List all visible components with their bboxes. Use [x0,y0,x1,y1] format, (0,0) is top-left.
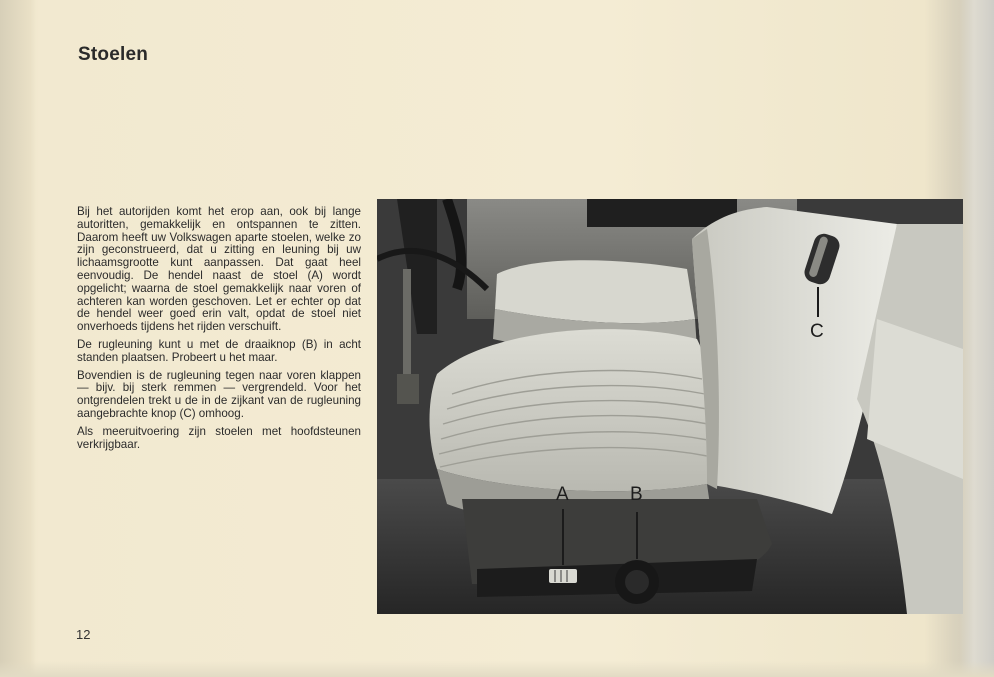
paragraph-3: Bovendien is de rugleuning tegen naar voren klappen — bijv. bij sterk remmen — vergrendeld. Voor het ontgrendelen trekt u de in de zijkant van de rugleuning aangebrachte knop (C) omhoog. [77,368,361,420]
seat-photo [377,199,963,614]
body-text [77,206,361,456]
page-binding-shadow [0,0,36,677]
callout-c: C [810,321,824,342]
callout-a: A [556,484,569,505]
callout-b: B [630,484,643,505]
seat-illustration [377,199,963,614]
page-number: 12 [76,627,91,642]
page-bottom-shadow [0,661,994,677]
page-title: Stoelen [78,44,149,65]
page-edge-shadow [960,0,994,677]
paragraph-1: Bij het autorijden komt het erop aan, ook bij lange autoritten, gemakkelijk en ontspannen te zitten. Daarom heeft uw Volkswagen aparte stoelen, welke zo zijn geconstrueerd, dat u zitting en leuning bij uw lichaamsgrootte kunt aanpassen. Dat gaat heel eenvoudig. De hendel naast de stoel (A) wordt opgelicht; waarna de stoel gemakkelijk naar voren of achteren kan worden geschoven. Let er echter op dat de hendel weer goed erin valt, opdat de stoel niet onverhoeds tijdens het rijden verschuift. [77,205,361,334]
paragraph-4: Als meeruitvoering zijn stoelen met hoofdsteunen verkrijgbaar. [77,424,361,451]
paragraph-2: De rugleuning kunt u met de draaiknop (B) in acht standen plaatsen. Probeert u het maar. [77,337,361,364]
